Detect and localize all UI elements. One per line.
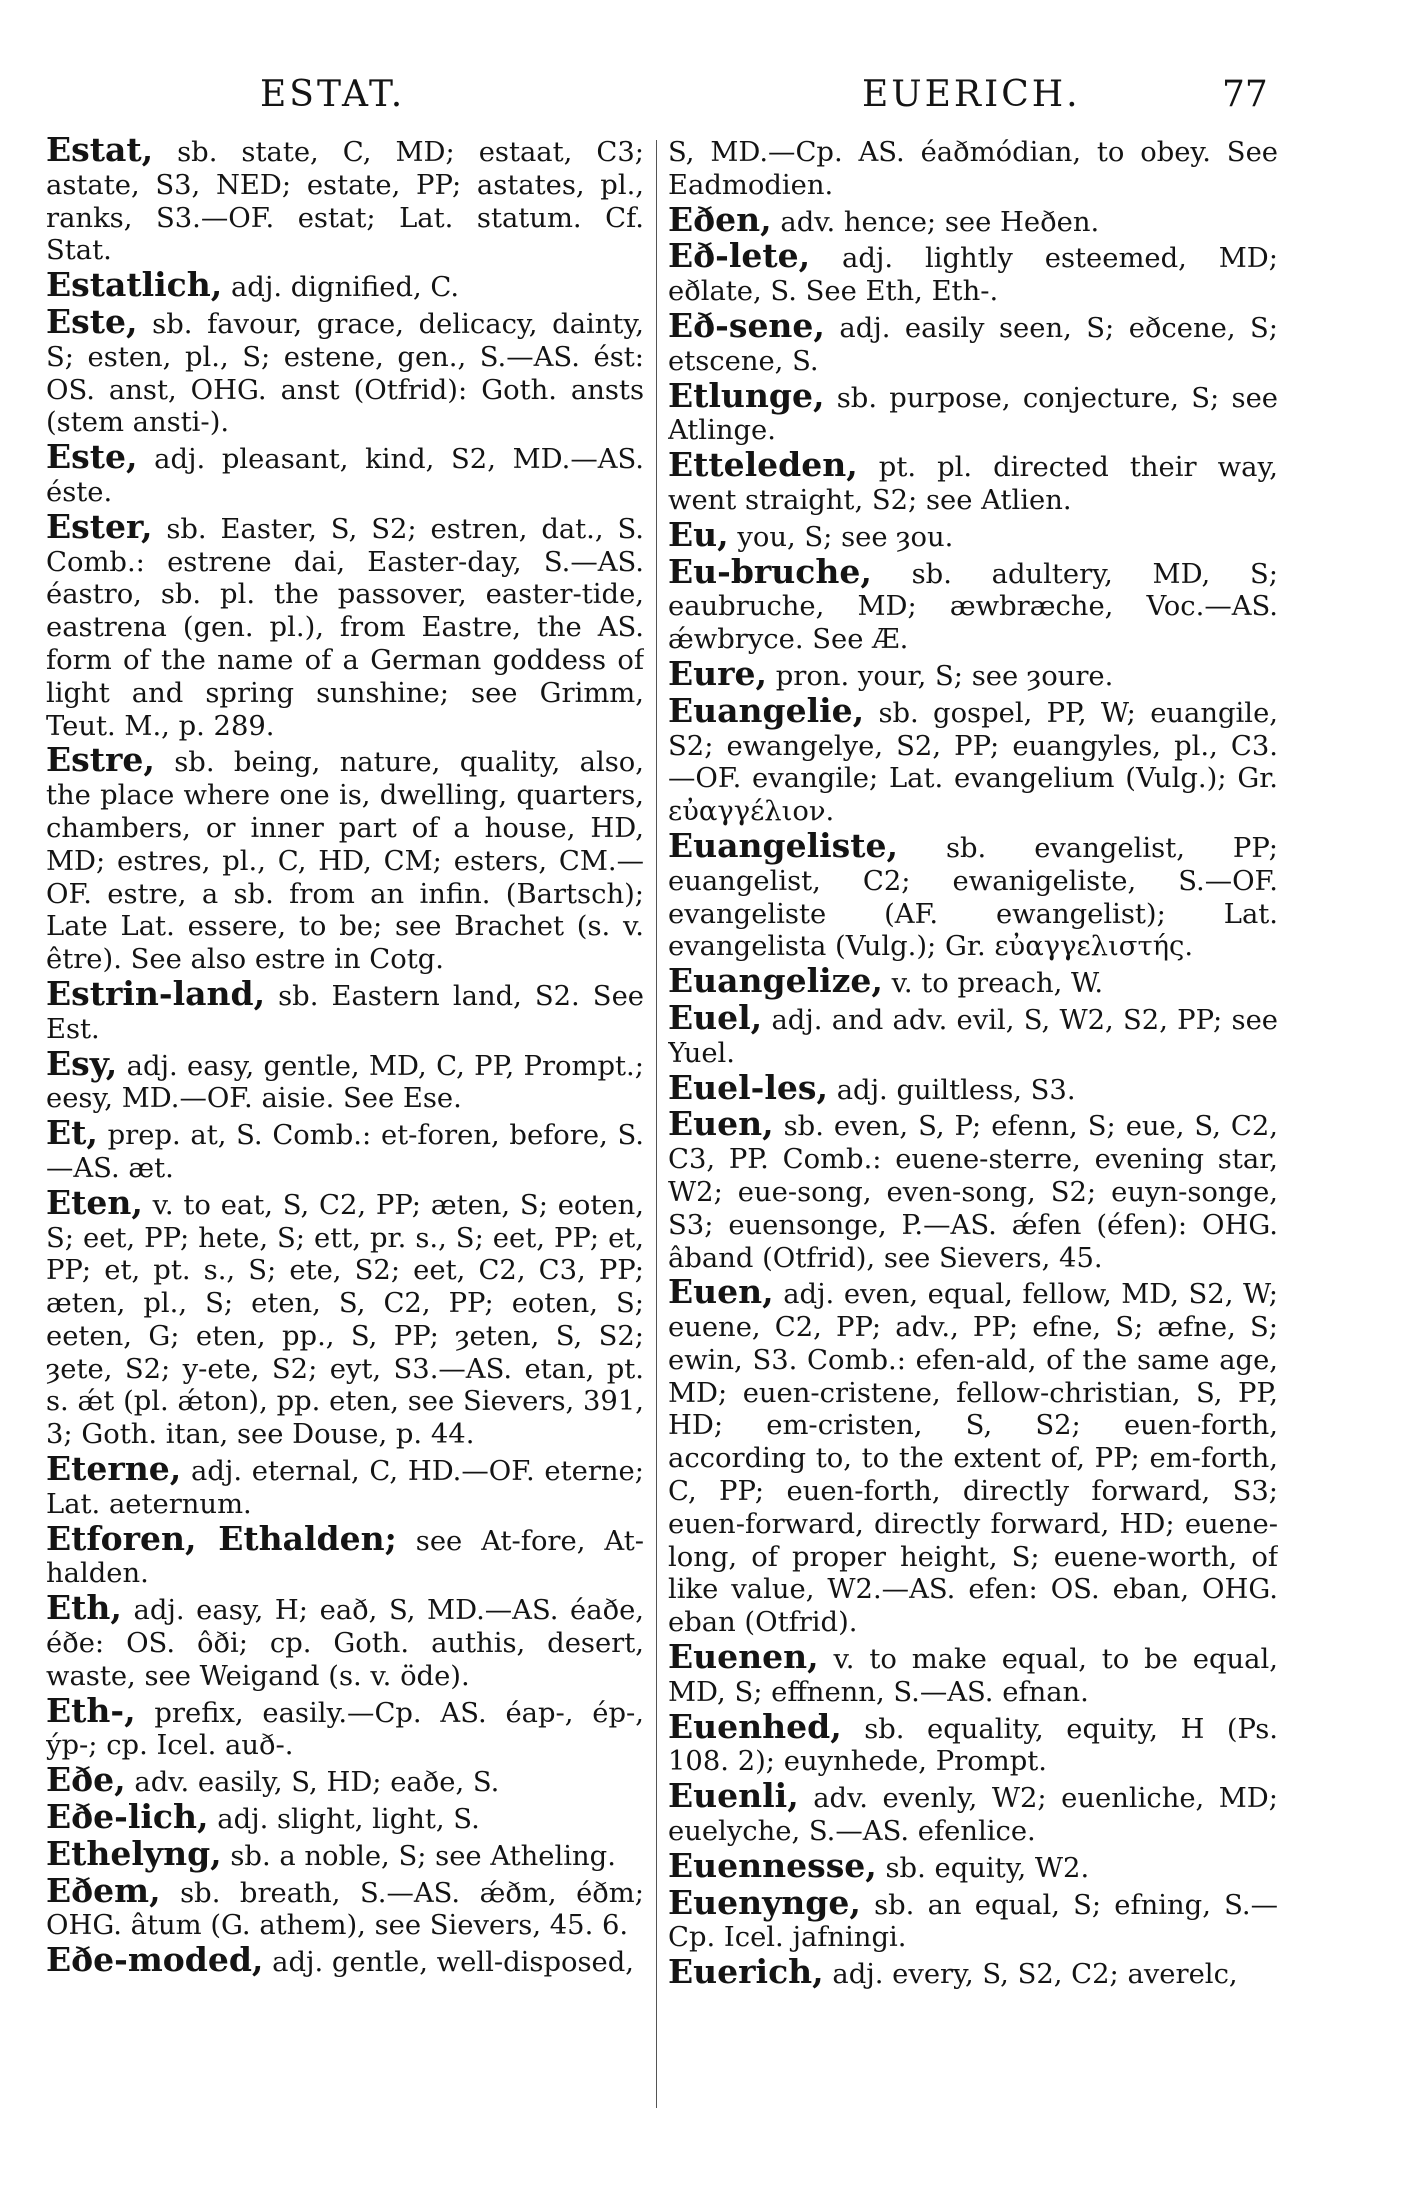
entry-definition: you, S; see ȝou. — [737, 521, 954, 553]
dictionary-entry — [668, 1776, 1278, 1849]
entry-headword: Este, — [46, 301, 138, 341]
entry-headword: Euenhed, — [668, 1706, 842, 1746]
entry-headword: Euenli, — [668, 1776, 799, 1816]
dictionary-entry — [46, 740, 644, 977]
entry-definition: adj. even, equal, fellow, MD, S2, W; euene, C2, PP; adv., PP; efne, S; æfne, S; ewin, S3. Comb.: efen-ald, of the same age, MD; euen-cristene, fellow-christian, S, PP, HD; em-cristen, S, S2; euen-forth, according to, to the extent of, PP; em-forth, C, PP; euen-forth, directly forward, S3; euen-forward, directly forward, HD; euene-long, of proper height, S; euene-worth, of like value, W2.—AS. efen: OS. eban, OHG. eban (Otfrid). — [668, 1279, 1278, 1639]
dictionary-entry — [46, 506, 644, 744]
dictionary-entry — [668, 1067, 1278, 1108]
entry-definition: sb. equity, W2. — [885, 1852, 1090, 1884]
dictionary-entry — [46, 973, 644, 1047]
dictionary-entry — [668, 1952, 1278, 1992]
entry-definition: sb. evangelist, PP; euangelist, C2; ewanigeliste, S.—OF. evangeliste (AF. ewangelist); Lat. evangelista (Vulg.); Gr. εὐαγγελιστής. — [668, 832, 1278, 963]
entry-headword: Este, — [46, 437, 138, 477]
running-header — [0, 74, 1424, 124]
entry-definition: sb. purpose, conjecture, S; see Atlinge. — [668, 382, 1278, 447]
entry-headword: Eterne, — [46, 1449, 182, 1489]
entry-definition: pron. your, S; see ȝoure. — [775, 660, 1114, 692]
entry-headword: Eth-, — [46, 1690, 136, 1730]
entry-headword: Estre, — [46, 740, 155, 780]
dictionary-entry — [668, 375, 1278, 449]
entry-headword: Etlunge, — [668, 375, 825, 415]
entry-definition: adj. easily seen, S; eðcene, S; etscene, S. — [668, 312, 1278, 377]
entry-definition: sb. a noble, S; see Atheling. — [230, 1840, 616, 1872]
entry-definition: sb. state, C, MD; estaat, C3; astate, S3, NED; estate, PP; astates, pl., ranks, S3.—OF. estat; Lat. statum. Cf. Stat. — [46, 137, 644, 267]
dictionary-entry — [668, 1706, 1278, 1780]
header-right-guide-word: EUERICH. — [862, 74, 1081, 115]
dictionary-entry — [46, 301, 644, 440]
entry-definition: pt. pl. directed their way, went straight, S2; see Atlien. — [668, 452, 1278, 516]
entry-headword: Estrin-land, — [46, 973, 266, 1013]
entry-headword: Eð-sene, — [668, 305, 825, 345]
entry-definition: adj. every, S, S2, C2; averelc, — [832, 1959, 1238, 1991]
entry-definition: see At-fore, At-halden. — [46, 1525, 644, 1590]
dictionary-entry — [46, 437, 644, 510]
entry-headword: Euerich, — [668, 1952, 824, 1992]
entry-definition: sb. an equal, S; efning, S.—Cp. Icel. jafningi. — [668, 1889, 1278, 1954]
dictionary-entry — [668, 1882, 1278, 1956]
entry-definition: adj. slight, light, S. — [217, 1804, 480, 1836]
dictionary-entry — [46, 1449, 644, 1522]
entry-headword: Eu-bruche, — [668, 551, 872, 591]
dictionary-entry — [668, 305, 1278, 379]
dictionary-entry — [46, 1113, 644, 1186]
dictionary-entry — [668, 236, 1278, 309]
dictionary-entry — [46, 1690, 644, 1764]
entry-definition: prep. at, S. Comb.: et-foren, before, S.—AS. æt. — [46, 1120, 644, 1184]
entry-headword: Eten, — [46, 1182, 143, 1222]
dictionary-entry — [668, 690, 1278, 829]
entry-definition: adj. guiltless, S3. — [836, 1074, 1076, 1106]
entry-headword: Ester, — [46, 506, 153, 546]
dictionary-entry — [46, 1518, 644, 1592]
entry-headword: Euel, — [668, 997, 763, 1037]
entry-headword: Eð-lete, — [668, 236, 811, 276]
entry-headword: Euenen, — [668, 1637, 819, 1677]
left-column — [46, 134, 644, 2114]
entry-headword: Estat, — [46, 134, 154, 169]
entry-definition: v. to preach, W. — [891, 968, 1104, 1000]
dictionary-entry — [668, 1845, 1278, 1886]
entry-headword: Euen, — [668, 1104, 774, 1144]
entry-headword: Esy, — [46, 1043, 118, 1083]
entry-definition: sb. breath, S.—AS. ǽðm, éðm; OHG. âtum (G. athem), see Sievers, 45. 6. — [46, 1877, 644, 1942]
entry-headword: Eðe, — [46, 1760, 126, 1800]
entry-definition: prefix, easily.—Cp. AS. éap-, ép-, ýp-; cp. Icel. auð-. — [46, 1697, 644, 1762]
entry-definition: S, MD.—Cp. AS. éaðmódian, to obey. See Eadmodien. — [668, 137, 1278, 201]
entry-headword: Etforen, Ethalden; — [46, 1518, 397, 1558]
entry-definition: v. to eat, S, C2, PP; æten, S; eoten, S; eet, PP; hete, S; ett, pr. s., S; eet, PP; et, PP; et, pt. s., S; ete, S2; eet, C2, C3, PP; æten, pl., S; eten, S, C2, PP; eoten, S; eeten, G; eten, pp., S, PP; ȝeten, S, S2; ȝete, S2; y-ete, S2; eyt, S3.—AS. etan, pt. s. ǽt (pl. ǽton), pp. eten, see Sievers, 391, 3; Goth. itan, see Douse, p. 44. — [46, 1189, 644, 1451]
dictionary-entry — [46, 1797, 644, 1837]
dictionary-entry — [46, 1760, 644, 1800]
entry-headword: Eðen, — [668, 199, 772, 239]
dictionary-entry — [46, 1870, 644, 1944]
right-column — [668, 134, 1278, 2114]
entry-headword: Euel-les, — [668, 1067, 828, 1107]
entry-headword: Eth, — [46, 1588, 122, 1628]
entry-headword: Euangeliste, — [668, 825, 898, 865]
entry-definition: sb. favour, grace, delicacy, dainty, S; esten, pl., S; estene, gen., S.—AS. ést: OS. anst, OHG. anst (Otfrid): Goth. ansts (stem ansti-). — [46, 308, 644, 439]
entry-headword: Eu, — [668, 514, 729, 554]
entry-definition: sb. gospel, PP, W; euangile, S2; ewangelye, S2, PP; euangyles, pl., C3.—OF. evangile; Lat. evangelium (Vulg.); Gr. εὐαγγέλιον. — [668, 697, 1278, 828]
entry-definition: adv. evenly, W2; euenliche, MD; euelyche, S.—AS. efenlice. — [668, 1783, 1278, 1848]
entry-definition: v. to make equal, to be equal, MD, S; effnenn, S.—AS. efnan. — [668, 1644, 1278, 1708]
dictionary-entry — [668, 1272, 1278, 1640]
entry-headword: Euen, — [668, 1272, 774, 1312]
entry-definition: adj. gentle, well-disposed, — [272, 1947, 634, 1979]
dictionary-entry — [668, 514, 1278, 555]
entry-definition: sb. adultery, MD, S; eaubruche, MD; æwbræche, Voc.—AS. ǽwbryce. See Æ. — [668, 558, 1278, 656]
entry-definition: adj. eternal, C, HD.—OF. eterne; Lat. aeternum. — [46, 1456, 644, 1520]
entry-definition: sb. Easter, S, S2; estren, dat., S. Comb.: estrene dai, Easter-day, S.—AS. éastro, sb. pl. the passover, easter-tide, eastrena (gen. pl.), from Eastre, the AS. form of the name of a German goddess of light and spring sunshine; see Grimm, Teut. M., p. 289. — [46, 513, 644, 742]
dictionary-entry — [46, 1833, 644, 1874]
entry-headword: Etteleden, — [668, 445, 858, 485]
dictionary-entry — [668, 1104, 1278, 1275]
dictionary-entry — [46, 1043, 644, 1117]
entry-definition: adj. dignified, C. — [230, 272, 460, 304]
entry-headword: Euangelize, — [668, 961, 883, 1001]
entry-headword: Eðem, — [46, 1870, 161, 1910]
dictionary-entry — [46, 1182, 644, 1452]
entry-headword: Eðe-moded, — [46, 1940, 264, 1980]
entry-headword: Euennesse, — [668, 1845, 877, 1885]
page-number: 77 — [1222, 74, 1268, 115]
entry-definition: adj. and adv. evil, S, W2, S2, PP; see Yuel. — [668, 1004, 1278, 1069]
dictionary-entry — [46, 1588, 644, 1693]
dictionary-entry — [668, 445, 1278, 518]
dictionary-entry — [668, 997, 1278, 1071]
entry-definition: adj. pleasant, kind, S2, MD.—AS. éste. — [46, 444, 644, 508]
entry-headword: Eðe-lich, — [46, 1797, 209, 1837]
dictionary-entry — [46, 1940, 644, 1980]
entry-definition: sb. Eastern land, S2. See Est. — [46, 980, 644, 1045]
entry-headword: Euangelie, — [668, 690, 865, 730]
entry-headword: Eure, — [668, 653, 768, 693]
entry-definition: adv. hence; see Heðen. — [780, 206, 1100, 238]
dictionary-entry — [668, 199, 1278, 240]
dictionary-entry — [668, 134, 1278, 203]
dictionary-entry — [46, 265, 644, 305]
dictionary-entry — [668, 825, 1278, 964]
dictionary-entry — [46, 134, 644, 268]
header-left-guide-word: ESTAT. — [260, 74, 406, 115]
entry-definition: sb. even, S, P; efenn, S; eue, S, C2, C3, PP. Comb.: euene-sterre, evening star, W2; eue-song, even-song, S2; euyn-songe, S3; euensonge, P.—AS. ǽfen (éfen): OHG. âband (Otfrid), see Sievers, 45. — [668, 1111, 1278, 1274]
dictionary-entry — [668, 1637, 1278, 1710]
entry-headword: Estatlich, — [46, 265, 223, 305]
entry-headword: Ethelyng, — [46, 1833, 222, 1873]
entry-definition: sb. equality, equity, H (Ps. 108. 2); euynhede, Prompt. — [668, 1713, 1278, 1778]
entry-definition: adj. easy, H; eað, S, MD.—AS. éaðe, éðe: OS. ôði; cp. Goth. authis, desert, waste, see Weigand (s. v. öde). — [46, 1595, 644, 1692]
column-divider — [656, 140, 657, 2108]
entry-definition: adv. easily, S, HD; eaðe, S. — [134, 1767, 500, 1799]
entry-definition: adj. lightly esteemed, MD; eðlate, S. See Eth, Eth-. — [668, 243, 1278, 308]
entry-definition: sb. being, nature, quality, also, the place where one is, dwelling, quarters, chambers, or inner part of a house, HD, MD; estres, pl., C, HD, CM; esters, CM.—OF. estre, a sb. from an infin. (Bartsch); Late Lat. essere, to be; see Brachet (s. v. être). See also estre in Cotg. — [46, 747, 644, 976]
entry-definition: adj. easy, gentle, MD, C, PP, Prompt.; eesy, MD.—OF. aisie. See Ese. — [46, 1050, 644, 1115]
dictionary-entry — [668, 551, 1278, 657]
entry-headword: Et, — [46, 1113, 98, 1153]
dictionary-entry — [668, 653, 1278, 694]
dictionary-entry — [668, 961, 1278, 1001]
entry-headword: Euenynge, — [668, 1882, 861, 1922]
